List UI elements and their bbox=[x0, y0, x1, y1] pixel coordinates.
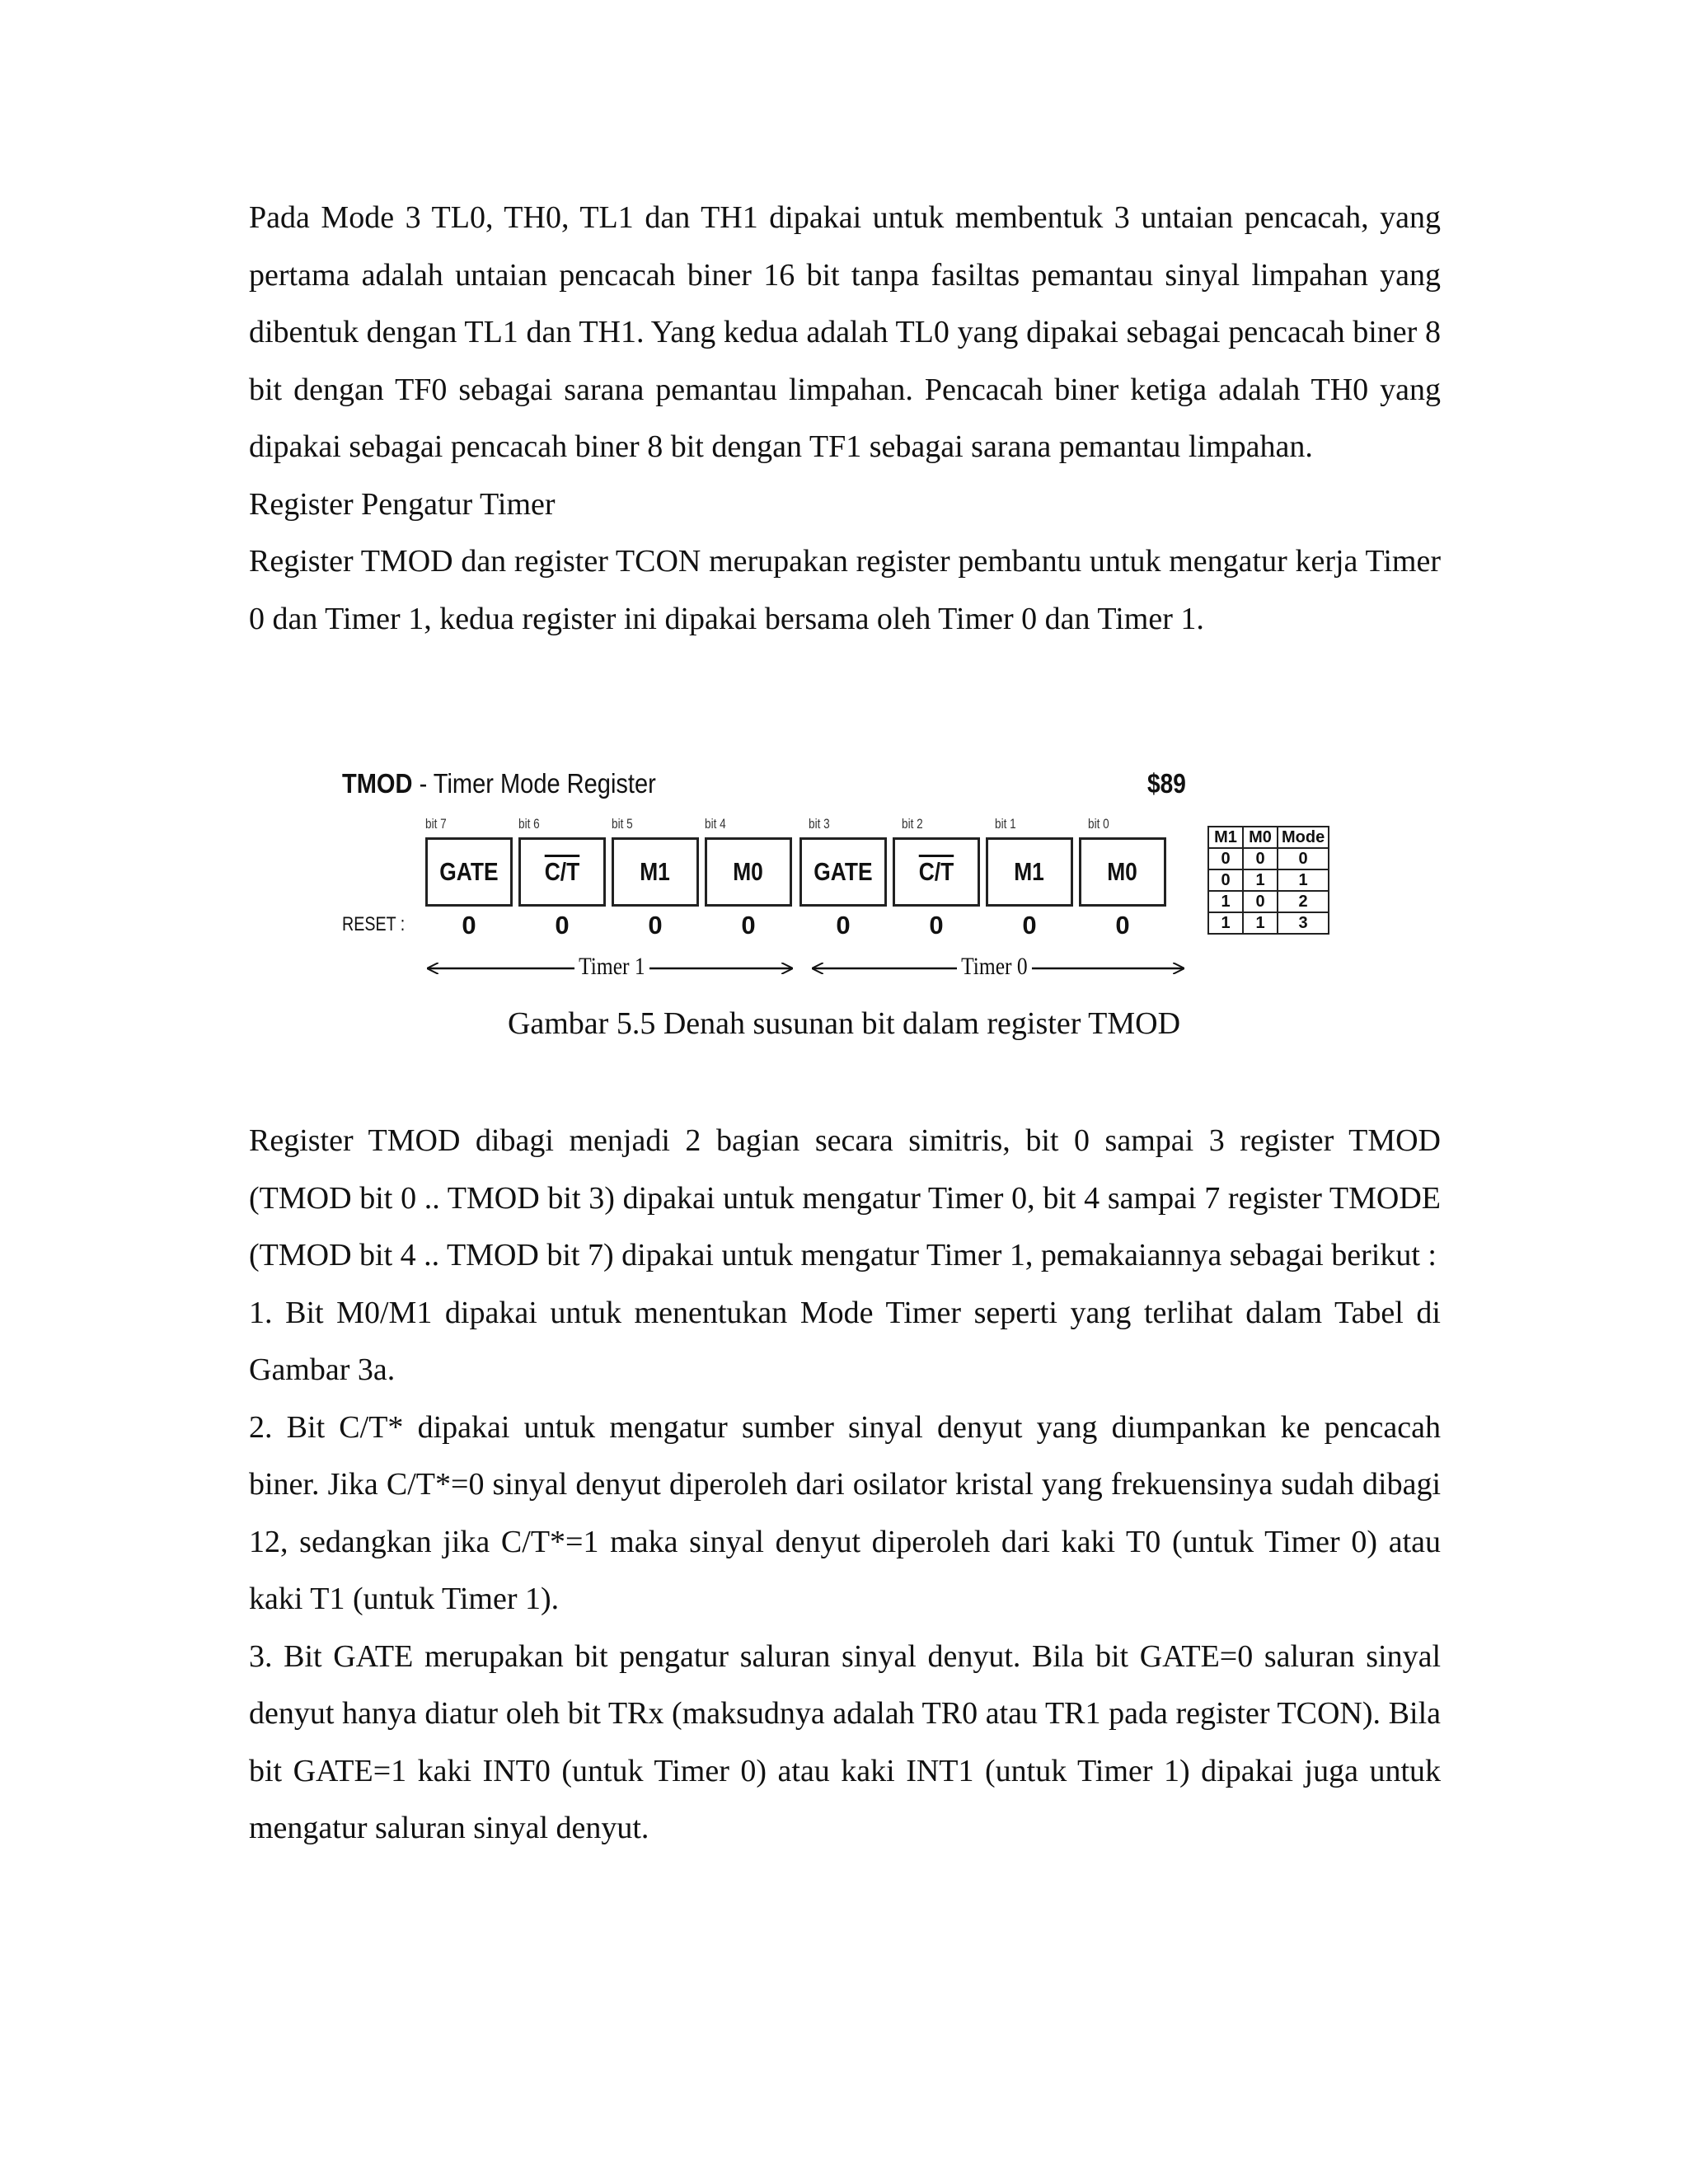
reset-value: 0 bbox=[1022, 911, 1037, 940]
mode-table-row bbox=[1208, 869, 1329, 891]
figure-title-register-name: TMOD bbox=[342, 768, 413, 799]
mode-table-cell: 0 bbox=[1208, 848, 1243, 869]
reset-value: 0 bbox=[648, 911, 663, 940]
bit-label: bit 3 bbox=[809, 816, 830, 832]
list-item-gate: 3. Bit GATE merupakan bit pengatur saluran sinyal denyut. Bila bit GATE=0 saluran sinyal denyut hanya diatur oleh bit TRx (maksudnya adalah TR0 atau TR1 pada register TCON). Bila bit GATE=1 kaki INT0 (untuk Timer 0) atau kaki INT1 (untuk Timer 1) dipakai juga untuk mengatur saluran sinyal denyut. bbox=[249, 1638, 1441, 1845]
cell-label: M1 bbox=[640, 857, 671, 886]
reset-value: 0 bbox=[741, 911, 756, 940]
text-section-bottom bbox=[249, 1113, 1441, 1858]
mode-table-row bbox=[1208, 848, 1329, 869]
cell-label: C/T bbox=[918, 857, 954, 886]
mode-table-header: M1 bbox=[1208, 827, 1243, 848]
heading-register-pengatur-timer: Register Pengatur Timer bbox=[249, 486, 556, 522]
mode-table-cell: 1 bbox=[1208, 912, 1243, 934]
list-item-c-t: 2. Bit C/T* dipakai untuk mengatur sumber sinyal denyut yang diumpankan ke pencacah biner. Jika C/T*=0 sinyal denyut diperoleh dari osilator kristal yang frekuensinya sudah dibagi 12, sedangkan jika C/T*=1 maka sinyal denyut diperoleh dari kaki T0 (untuk Timer 0) atau kaki T1 (untuk Timer 1). bbox=[249, 1409, 1441, 1616]
mode-table-row bbox=[1208, 912, 1329, 934]
bit-label: bit 0 bbox=[1088, 816, 1109, 832]
mode-table bbox=[1207, 826, 1329, 935]
reset-value: 0 bbox=[929, 911, 944, 940]
mode-table-cell: 0 bbox=[1278, 848, 1329, 869]
mode-table-cell: 1 bbox=[1243, 912, 1278, 934]
paragraph-mode3: Pada Mode 3 TL0, TH0, TL1 dan TH1 dipakai untuk membentuk 3 untaian pencacah, yang pertama adalah untaian pencacah biner 16 bit tanpa fasiltas pemantau sinyal limpahan yang dibentuk dengan TL1 dan TH1. Yang kedua adalah TL0 yang dipakai sebagai pencacah biner 8 bit dengan TF0 sebagai sarana pemantau limpahan. Pencacah biner ketiga adalah TH0 yang dipakai sebagai pencacah biner 8 bit dengan TF1 sebagai sarana pemantau limpahan. bbox=[249, 200, 1441, 464]
tmod-register-figure bbox=[342, 766, 1343, 1001]
mode-table-row bbox=[1208, 891, 1329, 912]
list-item-m0-m1: 1. Bit M0/M1 dipakai untuk menentukan Mode Timer seperti yang terlihat dalam Tabel di Gambar 3a. bbox=[249, 1295, 1441, 1387]
reset-value: 0 bbox=[462, 911, 476, 940]
mode-table-cell: 0 bbox=[1208, 869, 1243, 891]
timer1-label: Timer 1 bbox=[574, 953, 649, 981]
bit-label: bit 4 bbox=[705, 816, 726, 832]
paragraph-tmod-tcon: Register TMOD dan register TCON merupakan register pembantu untuk mengatur kerja Timer 0 dan Timer 1, kedua register ini dipakai bersama oleh Timer 0 dan Timer 1. bbox=[249, 544, 1441, 636]
bit-label: bit 2 bbox=[902, 816, 923, 832]
paragraph-tmod-division: Register TMOD dibagi menjadi 2 bagian secara simitris, bit 0 sampai 3 register TMOD (TMOD bit 0 .. TMOD bit 3) dipakai untuk mengatur Timer 0, bit 4 sampai 7 register TMODE (TMOD bit 4 .. TMOD bit 7) dipakai untuk mengatur Timer 1, pemakaiannya sebagai berikut : bbox=[249, 1123, 1441, 1272]
text-section-top bbox=[249, 190, 1441, 648]
mode-table-header: Mode bbox=[1278, 827, 1329, 848]
mode-table-cell: 1 bbox=[1243, 869, 1278, 891]
cell-label: M0 bbox=[1107, 857, 1138, 886]
cell-label: GATE bbox=[814, 857, 873, 886]
register-address: $89 bbox=[1147, 768, 1186, 799]
mode-table-cell: 0 bbox=[1243, 891, 1278, 912]
figure-caption: Gambar 5.5 Denah susunan bit dalam register TMOD bbox=[507, 1006, 1181, 1041]
figure-title-description: - Timer Mode Register bbox=[412, 768, 656, 799]
reset-value: 0 bbox=[836, 911, 851, 940]
bit-label: bit 6 bbox=[518, 816, 540, 832]
reset-label: RESET : bbox=[342, 913, 406, 935]
cell-label: C/T bbox=[544, 857, 580, 886]
reset-value: 0 bbox=[1115, 911, 1130, 940]
mode-table-cell: 1 bbox=[1208, 891, 1243, 912]
timer-range-arrows bbox=[342, 766, 1343, 1001]
mode-table-cell: 2 bbox=[1278, 891, 1329, 912]
cell-label: M0 bbox=[733, 857, 764, 886]
mode-table-header-row bbox=[1208, 827, 1329, 848]
bit-label: bit 7 bbox=[425, 816, 447, 832]
cell-label: M1 bbox=[1014, 857, 1045, 886]
bit-label: bit 5 bbox=[612, 816, 633, 832]
mode-table-cell: 1 bbox=[1278, 869, 1329, 891]
mode-table-cell: 3 bbox=[1278, 912, 1329, 934]
cell-label: GATE bbox=[439, 857, 499, 886]
bit-label: bit 1 bbox=[995, 816, 1016, 832]
timer0-label: Timer 0 bbox=[957, 953, 1032, 981]
reset-value: 0 bbox=[555, 911, 570, 940]
mode-table-header: M0 bbox=[1243, 827, 1278, 848]
mode-table-cell: 0 bbox=[1243, 848, 1278, 869]
